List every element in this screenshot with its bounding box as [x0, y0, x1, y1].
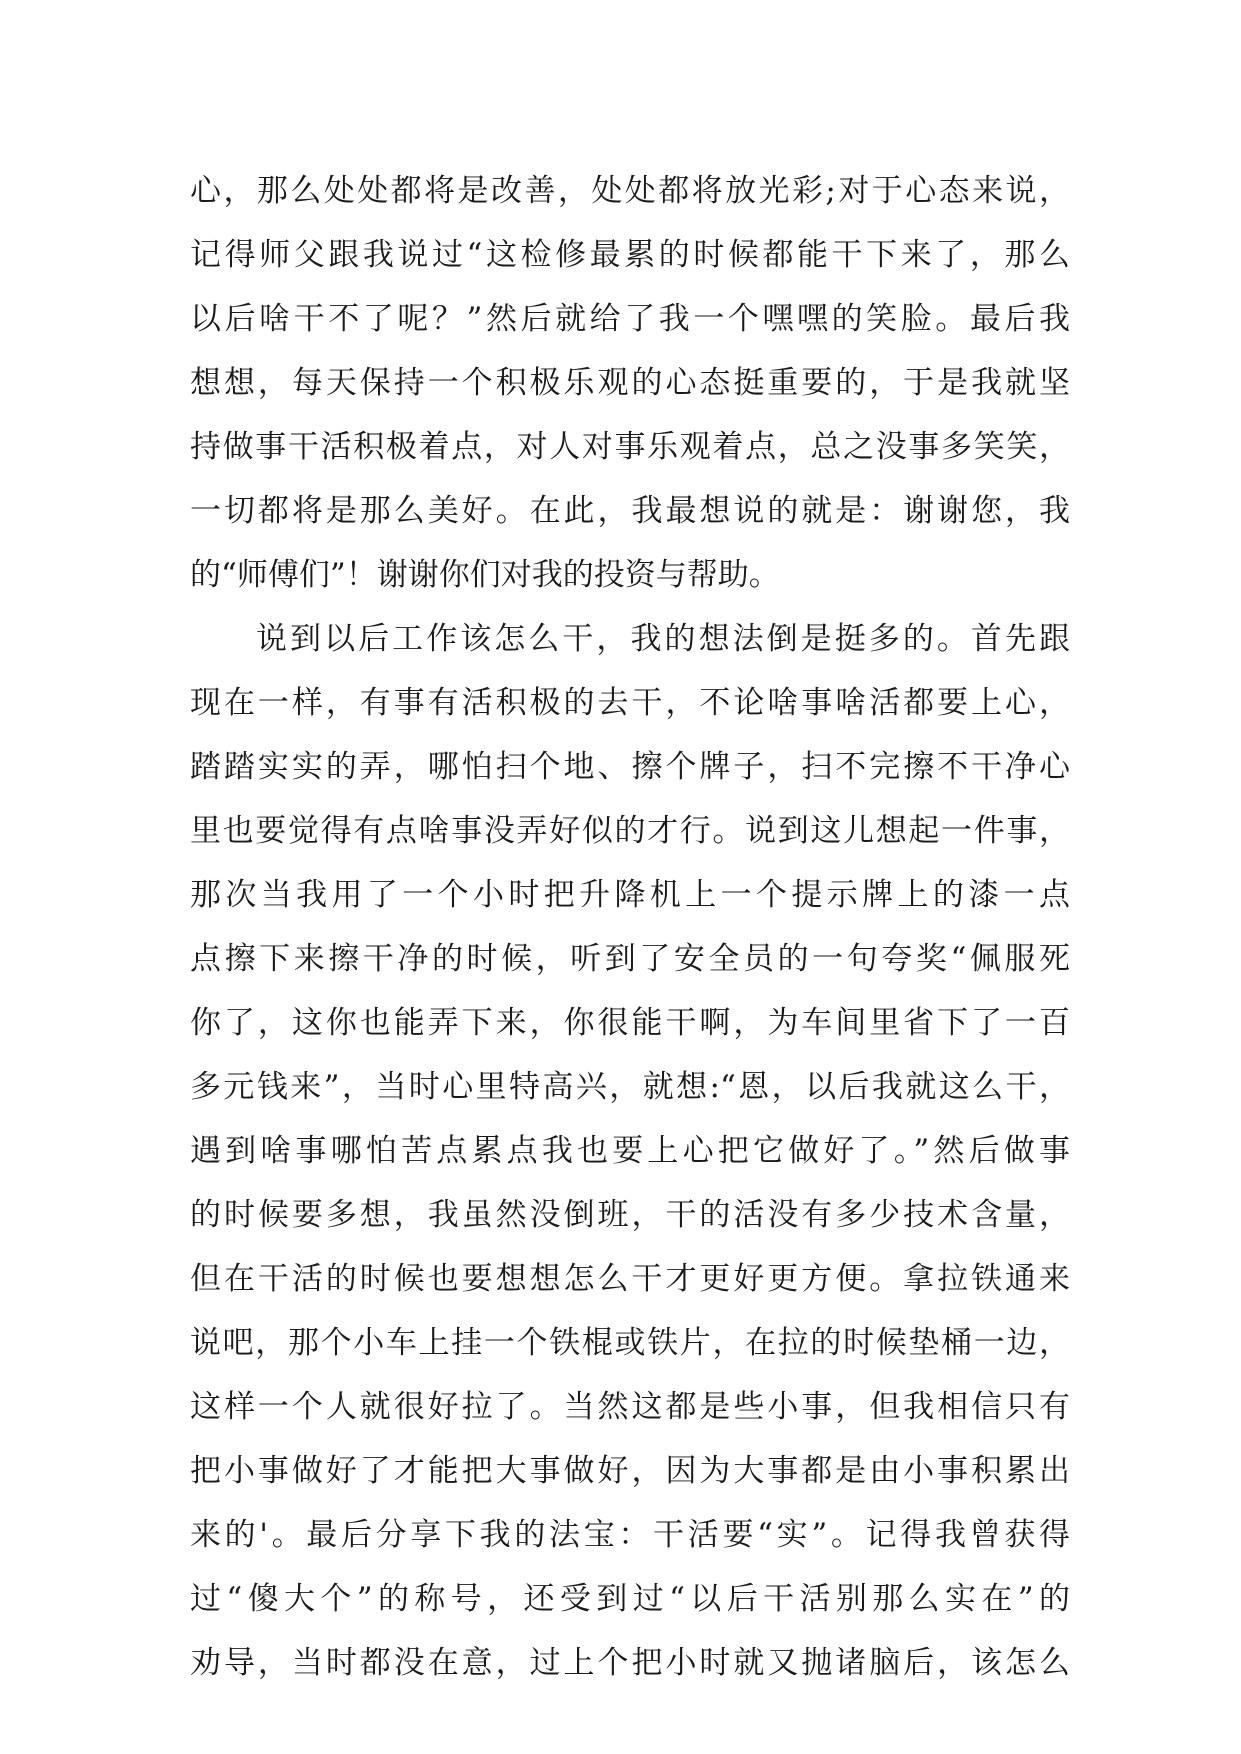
text-line: 你了，这你也能弄下来，你很能干啊，为车间里省下了一百: [190, 1005, 1070, 1041]
text-line: 想想，每天保持一个积极乐观的心态挺重要的，于是我就坚: [190, 365, 1070, 401]
text-line: 以后啥干不了呢？”然后就给了我一个嘿嘿的笑脸。最后我: [190, 301, 1070, 337]
text-line: 但在干活的时候也要想想怎么干才更好更方便。拿拉铁通来: [190, 1261, 1070, 1297]
text-line: 现在一样，有事有活积极的去干，不论啥事啥活都要上心，: [190, 685, 1070, 721]
text-line: 一切都将是那么美好。在此，我最想说的就是：谢谢您，我: [190, 493, 1070, 529]
text-line: 这样一个人就很好拉了。当然这都是些小事，但我相信只有: [190, 1389, 1070, 1425]
text-line: 里也要觉得有点啥事没弄好似的才行。说到这儿想起一件事，: [190, 813, 1070, 849]
text-line: 来的'。最后分享下我的法宝：干活要“实”。记得我曾获得: [190, 1517, 1070, 1553]
text-line: 劝导，当时都没在意，过上个把小时就又抛诸脑后，该怎么: [190, 1645, 1070, 1681]
text-line: 把小事做好了才能把大事做好，因为大事都是由小事积累出: [190, 1453, 1070, 1489]
text-line: 的“师傅们”！谢谢你们对我的投资与帮助。: [190, 557, 780, 593]
paragraph-1: [190, 159, 1070, 607]
body-text: [190, 159, 1070, 1695]
text-line: 持做事干活积极着点，对人对事乐观着点，总之没事多笑笑，: [190, 429, 1070, 465]
text-line: 点擦下来擦干净的时候，听到了安全员的一句夸奖“佩服死: [190, 941, 1070, 977]
text-line: 说吧，那个小车上挂一个铁棍或铁片，在拉的时候垫桶一边，: [190, 1325, 1070, 1361]
text-line: 遇到啥事哪怕苦点累点我也要上心把它做好了。”然后做事: [190, 1133, 1070, 1169]
paragraph-2: [190, 607, 1070, 1695]
text-line: 说到以后工作该怎么干，我的想法倒是挺多的。首先跟: [256, 621, 1070, 657]
text-line: 踏踏实实的弄，哪怕扫个地、擦个牌子，扫不完擦不干净心: [190, 749, 1070, 785]
text-line: 多元钱来”，当时心里特高兴，就想:“恩，以后我就这么干，: [190, 1069, 1070, 1105]
text-line: 那次当我用了一个小时把升降机上一个提示牌上的漆一点: [190, 877, 1070, 913]
text-line: 心，那么处处都将是改善，处处都将放光彩;对于心态来说，: [190, 173, 1070, 209]
text-line: 的时候要多想，我虽然没倒班，干的活没有多少技术含量，: [190, 1197, 1070, 1233]
text-line: 过“傻大个”的称号，还受到过“以后干活别那么实在”的: [190, 1581, 1070, 1617]
text-line: 记得师父跟我说过“这检修最累的时候都能干下来了，那么: [190, 237, 1070, 273]
